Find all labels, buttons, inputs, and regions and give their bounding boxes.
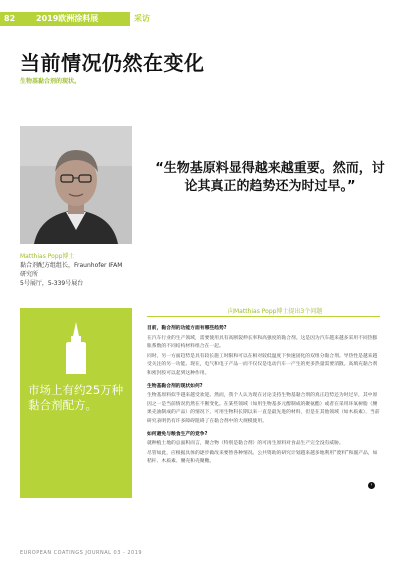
section-label: 采访: [134, 14, 150, 23]
page-number: 82: [4, 14, 16, 23]
paragraph: 同时，另一方面趋势是具有较长施工时限和可以在相对较低温度下快速固化的双组分黏合剂。导热性是越来越受关注的另一功能。现在，电气和电子产品一而不仅仅是电动汽车一产生的更多热量需要消散。高填充黏合剂和密封胶可以起到这种作用。: [147, 353, 378, 376]
pull-quote: “生物基原料显得越来越重要。然而，讨论其真正的趋势还为时过早。”: [155, 161, 385, 194]
glue-bottle-icon: [62, 320, 90, 376]
question: 生物基黏合剂的现状如何?: [147, 383, 203, 389]
paragraph: 生物基原料似乎越来越受欢迎。然而，我个人认为现在讨论支持生物基黏合剂的真正趋势还为时过早，其中原因之一是当前情况仍然在不断变化。在某些领域（如用生物基多元醇制成的聚氨酯）或者在采用环氧树脂（腰果壳油制成的产品）的情况下，可用生物科长期以来一直是最先进的材料，但是在其他领域（如木质素），当前研究表明仍有许多障碍阻碍了在黏合剂中的大规模使用。: [147, 393, 380, 424]
footer: EUROPEAN COATINGS JOURNAL 03 - 2019: [20, 550, 143, 556]
photo-caption: [20, 252, 150, 288]
divider: [147, 316, 380, 317]
paragraph: 尽管如此，应根据具体的逐步做改来要替各种情况。公共资助的研究计划越来越多地利用“废料”和副产品，如秸秆、木质素、腰壳和壳聚糖。: [147, 450, 378, 465]
paragraph: 在汽车行业的生产领域，需要使用具有高断裂伸长率和高强度的黏合剂。这是因为汽车越来越多采用不同热膨胀系数的不同结构材料组合在一起。: [147, 335, 378, 350]
paragraph: 就种植土地的总面积而言，聚合物（特别是黏合剂）的可再生原料对食品生产完全没有威胁。: [147, 441, 344, 447]
caption-role: 黏合剂配方组组长，Fraunhofer IFAM: [20, 262, 123, 269]
caption-dept: 研究所: [20, 271, 39, 278]
magazine-title: 2019欧洲涂料展: [36, 14, 99, 23]
portrait-illustration: [20, 126, 132, 244]
portrait-photo: [20, 126, 132, 244]
article-body: [147, 321, 380, 468]
question: 如何避免与粮食生产的竞争?: [147, 431, 208, 437]
caption-booth: 5号展厅，5-339号展台: [20, 280, 84, 287]
caption-name: Matthias Popp博士: [20, 253, 75, 260]
end-of-article-icon: ›: [368, 482, 375, 489]
headline: 当前情况仍然在变化: [20, 51, 205, 75]
stat-panel-text: 市场上有约25万种黏合剂配方。: [28, 383, 124, 412]
subheadline: 生物基黏合剂的现状。: [20, 78, 81, 85]
question: 目前，黏合剂的功能方面有哪些趋势?: [147, 326, 227, 331]
interview-box-title: 向Matthias Popp博士提出3个问题: [228, 308, 323, 315]
